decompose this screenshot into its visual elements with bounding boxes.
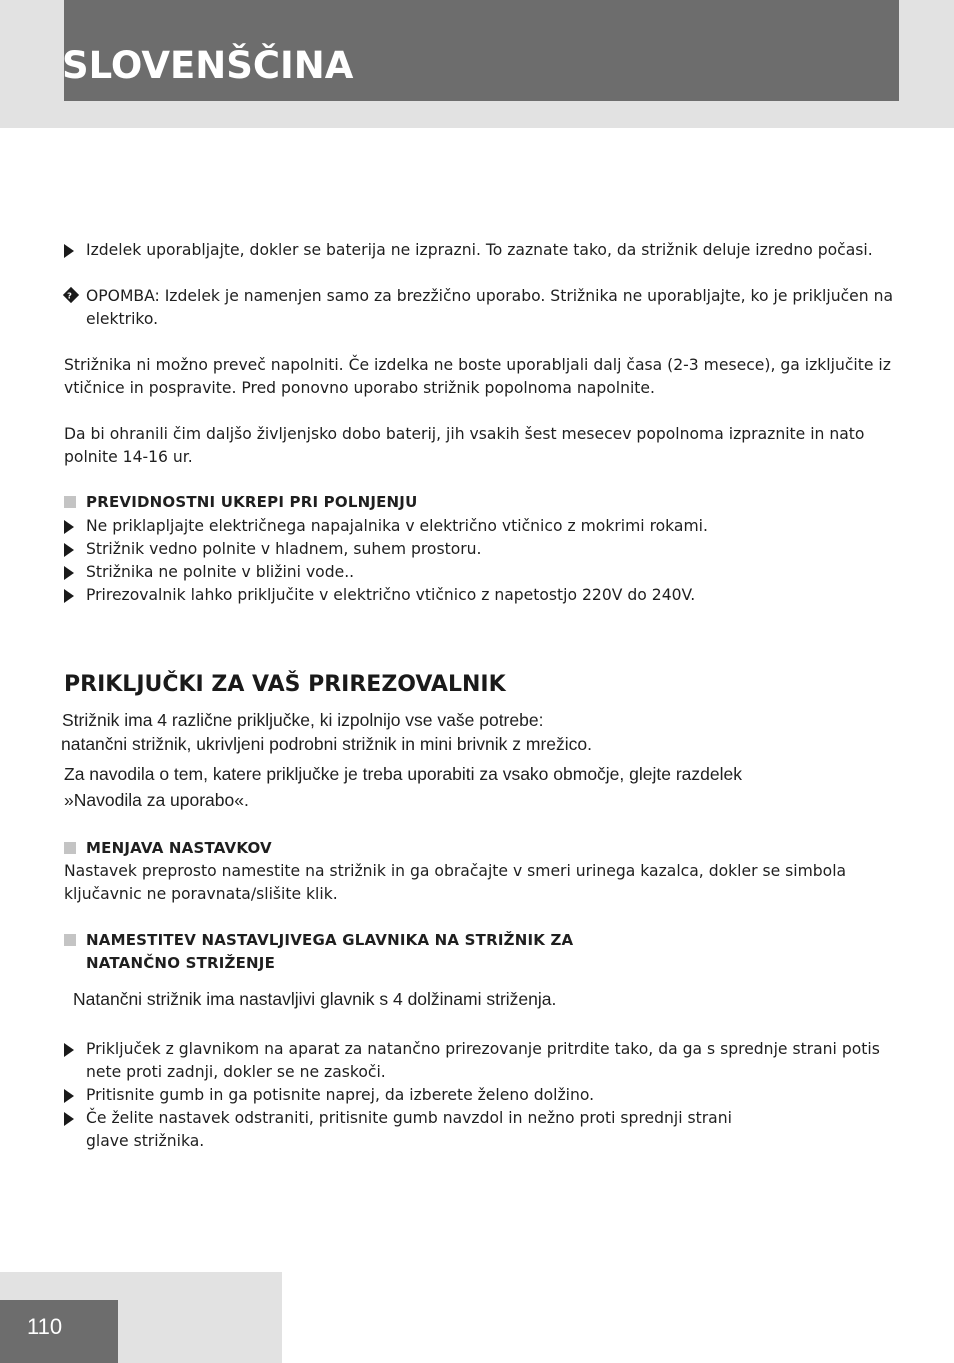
list-item [64, 1084, 916, 1107]
arrow-bullet-icon [64, 244, 74, 258]
list-item-text: Priključek z glavnikom na aparat za natančno prirezovanje pritrdite tako, da ga s sprednje strani potis nete proti zadnji, dokler se ne zaskoči. [86, 1040, 880, 1081]
arrow-bullet-icon [64, 1089, 74, 1103]
attachments-line-3: Za navodila o tem, katere priključke je treba uporabiti za vsako območje, glejte razdelek [64, 764, 742, 784]
guide-heading-line-2: NATANČNO STRIŽENJE [86, 954, 276, 972]
arrow-bullet-icon [64, 589, 74, 603]
arrow-bullet-icon [64, 566, 74, 580]
intro-bullet [64, 239, 916, 262]
square-bullet-icon [64, 496, 76, 508]
guide-heading-line-1: NAMESTITEV NASTAVLJIVEGA GLAVNIKA NA STRIŽNIK ZA [86, 931, 574, 949]
arrow-bullet-icon [64, 1112, 74, 1126]
note-icon [63, 287, 79, 303]
list-item-text: Ne priklapljajte električnega napajalnika v električno vtičnico z mokrimi rokami. [86, 517, 708, 535]
changing-text: Nastavek preprosto namestite na strižnik in ga obračajte v smeri urinega kazalca, dokler se simbola ključavnic ne poravnata/slišite klik. [64, 862, 847, 903]
changing-heading-text: MENJAVA NASTAVKOV [86, 839, 272, 857]
attachments-line-1: Strižnik ima 4 različne priključke, ki izpolnijo vse vaše potrebe: [62, 710, 544, 730]
square-bullet-icon [64, 934, 76, 946]
page-number: 110 [27, 1314, 63, 1339]
arrow-bullet-icon [64, 520, 74, 534]
arrow-bullet-icon [64, 543, 74, 557]
list-item-text: Strižnik vedno polnite v hladnem, suhem prostoru. [86, 540, 482, 558]
square-bullet-icon [64, 842, 76, 854]
guide-heading [64, 929, 916, 975]
list-item-text: Strižnika ne polnite v bližini vode.. [86, 563, 355, 581]
page-title: SLOVENŠČINA [62, 44, 354, 87]
list-item [64, 538, 916, 561]
paragraph-charging: Strižnika ni možno preveč napolniti. Če izdelka ne boste uporabljali dalj časa (2-3 mesece), ga izključite iz vtičnice in pospravite. Pred ponovno uporabo strižnik popolnoma napolnite. [64, 356, 891, 397]
precautions-heading [64, 491, 916, 514]
list-item [64, 1107, 766, 1153]
list-item [64, 561, 916, 584]
section-heading-attachments: PRIKLJUČKI ZA VAŠ PRIREZOVALNIK [64, 672, 506, 697]
list-item-text: Pritisnite gumb in ga potisnite naprej, da izberete želeno dolžino. [86, 1086, 595, 1104]
attachments-line-2: natančni strižnik, ukrivljeni podrobni strižnik in mini brivnik z mrežico. [61, 734, 593, 754]
note-text: OPOMBA: Izdelek je namenjen samo za brezžično uporabo. Strižnika ne uporabljajte, ko je priključen na elektriko. [86, 287, 894, 328]
paragraph-battery-life: Da bi ohranili čim daljšo življenjsko dobo baterij, jih vsakih šest mesecev popolnoma izpraznite in nato polnite 14-16 ur. [64, 425, 865, 466]
guide-text: Natančni strižnik ima nastavljivi glavnik s 4 dolžinami striženja. [73, 989, 557, 1009]
list-item-text: Če želite nastavek odstraniti, pritisnite gumb navzdol in nežno proti sprednji strani glave strižnika. [86, 1109, 732, 1150]
arrow-bullet-icon [64, 1043, 74, 1057]
attachments-line-4: »Navodila za uporabo«. [64, 790, 249, 810]
note [64, 285, 916, 331]
list-item-text: Prirezovalnik lahko priključite v električno vtičnico z napetostjo 220V do 240V. [86, 586, 696, 604]
intro-bullet-text: Izdelek uporabljajte, dokler se baterija ne izprazni. To zaznate tako, da strižnik deluje izredno počasi. [86, 241, 873, 259]
list-item [64, 1038, 916, 1084]
list-item [64, 515, 916, 538]
changing-heading [64, 837, 916, 860]
precautions-heading-text: PREVIDNOSTNI UKREPI PRI POLNJENJU [86, 493, 418, 511]
list-item [64, 584, 916, 607]
